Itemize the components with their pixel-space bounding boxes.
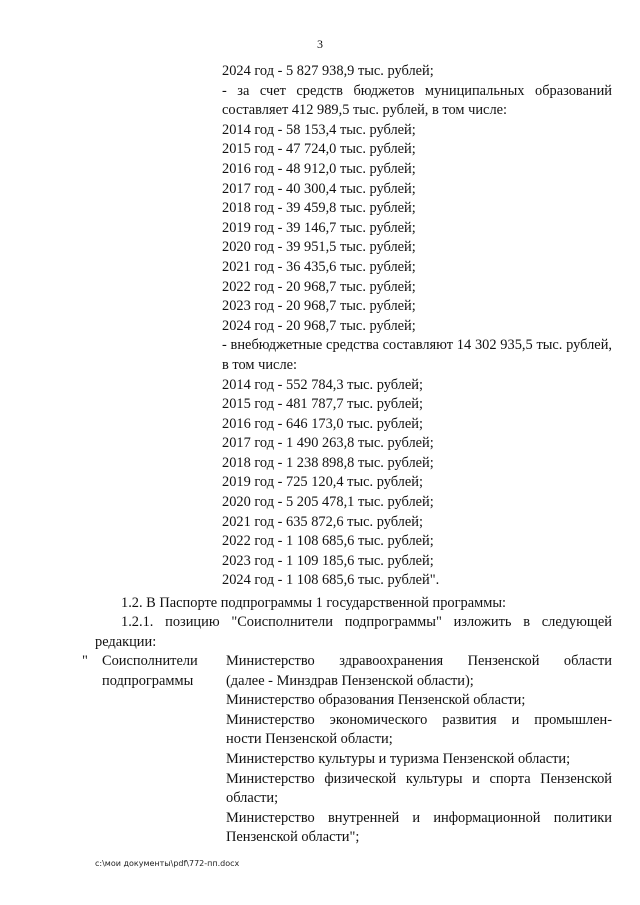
list-line: 2023 год - 20 968,7 тыс. рублей;	[222, 298, 416, 315]
list-line: 2020 год - 39 951,5 тыс. рублей;	[222, 239, 416, 256]
list-line: 2022 год - 1 108 685,6 тыс. рублей;	[222, 533, 434, 550]
table-label	[102, 652, 220, 691]
list-line: составляет 412 989,5 тыс. рублей, в том числе:	[222, 102, 508, 119]
list-line: в том числе:	[222, 356, 298, 373]
section-heading: 1.2. В Паспорте подпрограммы 1 государственной программы:	[121, 595, 506, 611]
list-line: 2022 год - 20 968,7 тыс. рублей;	[222, 278, 416, 295]
list-line: 2014 год - 58 153,4 тыс. рублей;	[222, 121, 416, 138]
list-line: 2015 год - 47 724,0 тыс. рублей;	[222, 141, 416, 158]
value-line: (далее - Минздрав Пензенской области);	[226, 672, 474, 689]
footer-path: c:\мои документы\pdf\772-пп.docx	[95, 859, 240, 868]
list-line: 2016 год - 646 173,0 тыс. рублей;	[222, 415, 423, 432]
list-line: 2024 год - 5 827 938,9 тыс. рублей;	[222, 63, 434, 79]
list-line: 2018 год - 1 238 898,8 тыс. рублей;	[222, 454, 434, 471]
list-line: 2020 год - 5 205 478,1 тыс. рублей;	[222, 494, 434, 511]
value-line: Министерство внутренней и информационной политики	[226, 809, 612, 826]
label-line: Соисполнители	[102, 653, 198, 669]
list-line: 2017 год - 1 490 263,8 тыс. рублей;	[222, 435, 434, 452]
table-value	[226, 652, 612, 848]
list-line: 2021 год - 635 872,6 тыс. рублей;	[222, 513, 423, 530]
list-line: 2018 год - 39 459,8 тыс. рублей;	[222, 200, 416, 217]
value-line: Министерство образования Пензенской области;	[226, 692, 526, 709]
value-line: ности Пензенской области;	[226, 731, 393, 748]
value-line: Министерство экономического развития и промышлен-	[226, 711, 612, 728]
value-line: Министерство культуры и туризма Пензенской области;	[226, 750, 571, 767]
list-line: 2014 год - 552 784,3 тыс. рублей;	[222, 376, 423, 393]
list-line: 2016 год - 48 912,0 тыс. рублей;	[222, 160, 416, 177]
funding-list	[222, 62, 612, 591]
value-line: Министерство здравоохранения Пензенской области	[226, 653, 612, 669]
clause-line: редакции:	[95, 633, 157, 650]
list-line: 2021 год - 36 435,6 тыс. рублей;	[222, 258, 416, 275]
list-line: 2017 год - 40 300,4 тыс. рублей;	[222, 180, 416, 197]
list-line: - внебюджетные средства составляют 14 302 935,5 тыс. рублей,	[222, 337, 612, 354]
value-line: Министерство физической культуры и спорта Пензенской	[226, 770, 612, 787]
list-line: 2019 год - 39 146,7 тыс. рублей;	[222, 219, 416, 236]
open-quote: "	[82, 653, 88, 669]
list-line: - за счет средств бюджетов муниципальных образований	[222, 82, 612, 99]
list-line: 2023 год - 1 109 185,6 тыс. рублей;	[222, 552, 434, 569]
list-line: 2019 год - 725 120,4 тыс. рублей;	[222, 474, 423, 491]
list-line: 2024 год - 1 108 685,6 тыс. рублей".	[222, 572, 440, 589]
page-number: 3	[317, 37, 323, 51]
clause-line: 1.2.1. позицию "Соисполнители подпрограммы" изложить в следующей	[121, 614, 612, 630]
label-line: подпрограммы	[102, 672, 194, 689]
list-line: 2024 год - 20 968,7 тыс. рублей;	[222, 317, 416, 334]
clause-paragraph	[95, 613, 612, 652]
value-line: области;	[226, 790, 279, 807]
list-line: 2015 год - 481 787,7 тыс. рублей;	[222, 396, 423, 413]
value-line: Пензенской области";	[226, 829, 360, 846]
